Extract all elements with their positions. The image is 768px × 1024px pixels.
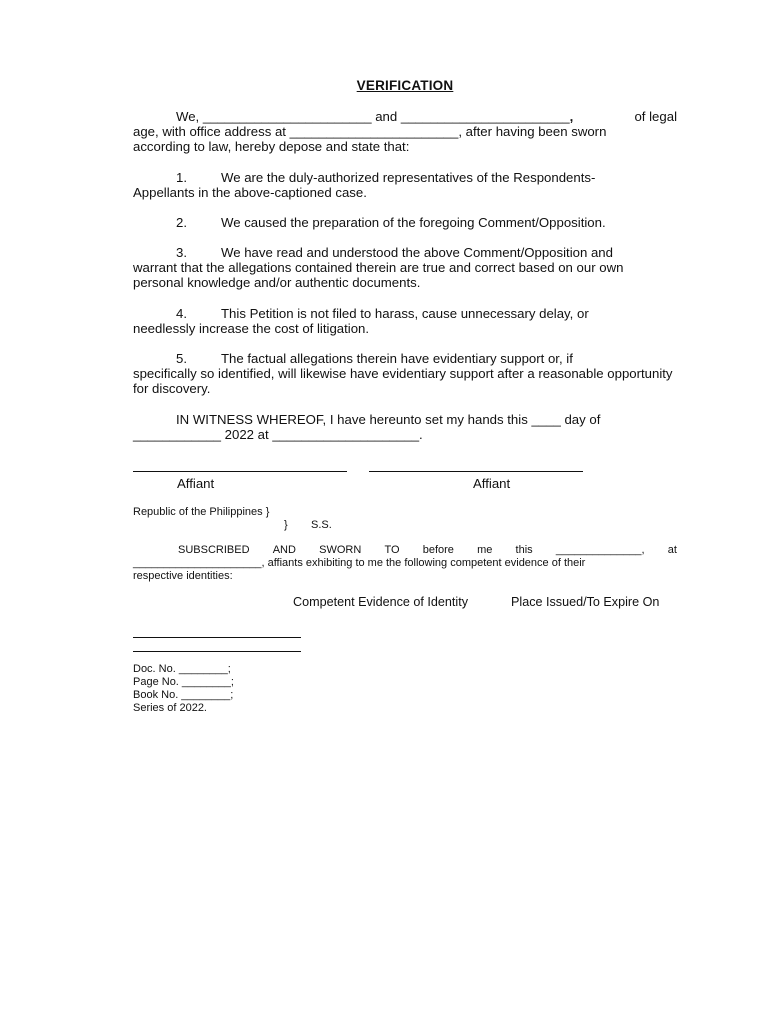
list-item-text-cont: Appellants in the above-captioned case. bbox=[133, 185, 367, 201]
affiant-label-left: Affiant bbox=[177, 476, 215, 491]
list-item-number: 4. bbox=[176, 306, 187, 321]
jurat-word: this bbox=[515, 544, 533, 556]
list-item-text: The factual allegations therein have evidentiary support or, if bbox=[221, 351, 573, 366]
list-item-2 bbox=[133, 215, 677, 230]
list-item-text-cont: specifically so identified, will likewise have evidentiary support after a reasonable bbox=[133, 366, 604, 382]
list-item-text: We have read and understood the above Comment/Opposition and bbox=[221, 245, 613, 260]
list-item-text-cont: own personal knowledge and/or authentic documents. bbox=[133, 260, 624, 291]
list-item-number: 3. bbox=[176, 245, 187, 260]
list-item-4 bbox=[133, 306, 677, 336]
signature-line-left bbox=[133, 471, 347, 472]
place-issued-column-header: Place Issued/To Expire On bbox=[511, 595, 660, 609]
list-item-5 bbox=[133, 351, 677, 397]
intro-line-3: according to law, hereby depose and state that: bbox=[133, 139, 410, 155]
jurat-word: AND bbox=[272, 544, 296, 556]
jurat-word: me bbox=[477, 544, 493, 556]
witness-line-1: IN WITNESS WHEREOF, I have hereunto set my hands this ____ day of bbox=[176, 412, 601, 427]
venue-line: Republic of the Philippines } bbox=[133, 506, 270, 518]
jurat-line-3: respective identities: bbox=[133, 570, 233, 582]
intro-line-1-comma: , bbox=[569, 109, 574, 124]
intro-paragraph bbox=[133, 109, 677, 155]
list-item-3 bbox=[133, 245, 677, 291]
intro-line-2: age, with office address at _______________________, after having been sworn bbox=[133, 124, 607, 140]
jurat-line-1 bbox=[133, 544, 677, 557]
jurat-word: ______________, bbox=[555, 544, 645, 556]
notary-signature-line bbox=[133, 637, 301, 638]
venue-ss: S.S. bbox=[311, 519, 332, 531]
venue-brace: } bbox=[284, 519, 288, 531]
list-item-number: 5. bbox=[176, 351, 187, 366]
list-item-text-cont: opportunity for discovery. bbox=[133, 366, 673, 397]
notarial-register bbox=[133, 663, 234, 715]
intro-line-1-text: We, _______________________ and _______________________ bbox=[176, 109, 570, 124]
signature-line-right bbox=[369, 471, 583, 472]
book-no: Book No. ________; bbox=[133, 689, 234, 701]
page-no: Page No. ________; bbox=[133, 676, 234, 688]
affiant-label-right: Affiant bbox=[473, 476, 511, 491]
witness-line-2: ____________ 2022 at ____________________. bbox=[133, 427, 423, 443]
series: Series of 2022. bbox=[133, 702, 207, 714]
jurat-word: SWORN bbox=[319, 544, 362, 556]
list-item-1 bbox=[133, 170, 677, 200]
document-title: VERIFICATION bbox=[356, 78, 454, 93]
jurat-word: TO bbox=[384, 544, 400, 556]
list-item-text: This Petition is not filed to harass, cause unnecessary delay, or bbox=[221, 306, 589, 321]
jurat-line-2: _____________________, affiants exhibiting to me the following competent evidence of their bbox=[133, 557, 586, 569]
intro-line-1 bbox=[133, 109, 677, 124]
list-item-number: 2. bbox=[176, 215, 187, 230]
evidence-column-header: Competent Evidence of Identity bbox=[293, 595, 469, 609]
jurat-word: before bbox=[422, 544, 454, 556]
jurat-word: SUBSCRIBED bbox=[178, 544, 250, 556]
list-item-number: 1. bbox=[176, 170, 187, 185]
witness-paragraph bbox=[133, 412, 677, 442]
doc-no: Doc. No. ________; bbox=[133, 663, 231, 675]
notary-name-line bbox=[133, 651, 301, 652]
jurat-word: at bbox=[667, 544, 677, 556]
list-item-text-cont: needlessly increase the cost of litigation. bbox=[133, 321, 370, 337]
list-item-text: We caused the preparation of the foregoing Comment/Opposition. bbox=[221, 215, 606, 230]
list-item-text: We are the duly-authorized representatives of the Respondents- bbox=[221, 170, 596, 185]
jurat-paragraph bbox=[133, 544, 677, 583]
intro-line-1-end: of legal bbox=[634, 109, 677, 124]
list-item-text-cont: warrant that the allegations contained therein are true and correct based on our bbox=[133, 260, 596, 276]
